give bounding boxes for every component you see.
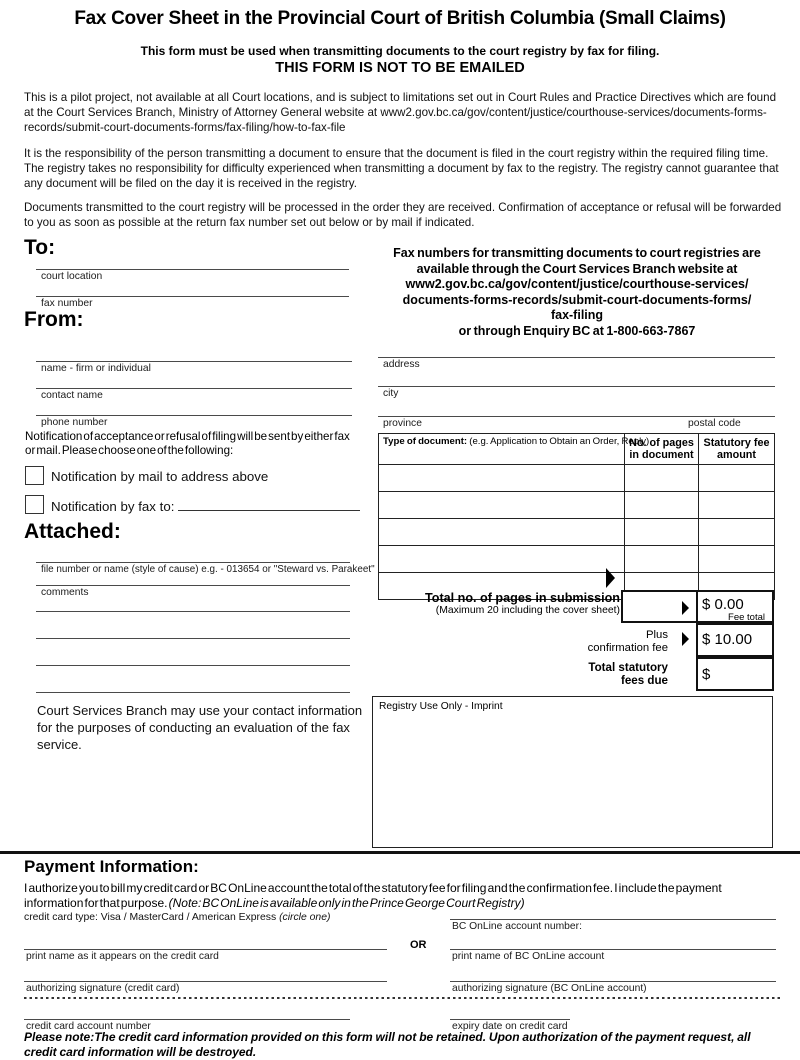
comments-label: comments (41, 587, 89, 598)
form-usage-subtitle: This form must be used when transmitting documents to the court registry by fax for filing. (140, 44, 660, 58)
pages-cell[interactable] (625, 519, 699, 545)
address-label: address (383, 359, 420, 370)
notify-fax-option (51, 498, 360, 514)
city-field[interactable] (378, 370, 775, 399)
file-number-line[interactable] (36, 546, 350, 563)
notify-mail-label: Notification by mail to address above (51, 469, 269, 484)
total-due-box[interactable] (696, 657, 774, 691)
credit-card-retention-note: Please note:The credit card information provided on this form will not be retained. Upon authorization of the payment request, all credit card information will be destroyed. (24, 1030, 751, 1059)
evaluation-notice: Court Services Branch may use your contact information for the purposes of conducting an evaluation of the fax service. (37, 703, 363, 752)
total-due-label: Total statutory fees due (588, 661, 668, 687)
cc-signature-label: authorizing signature (credit card) (26, 983, 180, 994)
bconline-print-name-field[interactable] (450, 933, 776, 962)
cc-signature-field[interactable] (24, 965, 387, 994)
cc-account-number-label: credit card account number (26, 1021, 151, 1032)
confirmation-fee-box (696, 623, 774, 657)
bconline-signature-line[interactable] (450, 965, 776, 982)
pages-cell[interactable] (625, 492, 699, 518)
fee-cell[interactable] (699, 546, 774, 572)
fax-info-line: or through Enquiry BC at 1-800-663-7867 (458, 323, 696, 338)
cc-expiry-field[interactable] (450, 1003, 570, 1032)
page-title: Fax Cover Sheet in the Provincial Court of British Columbia (Small Claims) (74, 8, 726, 29)
notify-fax-number-field[interactable] (178, 498, 360, 511)
fee-cell[interactable] (699, 492, 774, 518)
document-type-cell[interactable] (379, 465, 625, 491)
document-type-cell[interactable] (379, 546, 625, 572)
fax-info-line: Fax numbers for transmitting documents to court registries are (393, 246, 761, 260)
row-pointer-icon (606, 568, 615, 588)
court-location-label: court location (41, 271, 103, 282)
confirmation-fee-label: Plus confirmation fee (587, 629, 668, 654)
bconline-account-line[interactable] (450, 903, 776, 920)
fax-info-line: available through the Court Services Branch website at (416, 261, 738, 276)
fax-number-line[interactable] (36, 280, 349, 297)
attached-heading: Attached: (24, 520, 121, 543)
credit-card-type-label[interactable]: credit card type: Visa / MasterCard / American Express (circle one) (24, 912, 331, 923)
phone-number-line[interactable] (36, 399, 352, 416)
fee-cell[interactable] (699, 519, 774, 545)
fee-arrow-icon (682, 601, 689, 615)
notify-fax-checkbox[interactable] (25, 495, 44, 514)
cc-print-name-line[interactable] (24, 933, 387, 950)
comments-extra-line[interactable] (36, 611, 350, 612)
comments-extra-line[interactable] (36, 665, 350, 666)
city-line[interactable] (378, 370, 775, 387)
document-row (379, 545, 774, 572)
court-location-field[interactable] (36, 253, 349, 282)
comments-field[interactable] (36, 569, 350, 598)
bconline-account-label: BC OnLine account number: (452, 921, 582, 932)
contact-name-line[interactable] (36, 372, 352, 389)
intro-paragraph-responsibility: It is the responsibility of the person transmitting a document to ensure that the document is filed in the court registry within the required filing time. The registry takes no responsibility for difficulty experienced when transmitting a document by fax to the registry. The registry cannot guarantee that any document will be filed on the day it is received in the registry. (24, 147, 779, 190)
intro-paragraph-processing: Documents transmitted to the court registry will be processed in the order they are received. Confirmation of acceptance or refusal will be forwarded to you as soon as possible at the return fax number set out below or by mail if indicated. (24, 201, 782, 229)
file-number-label: file number or name (style of cause) e.g. - 013654 or "Steward vs. Parakeet" (41, 564, 375, 575)
payment-authorization-text: I authorize you to bill my credit card or BC OnLine account the total of the statutory fee for filing and the confirmation fee. I include the payment information for that purpose. (Note: BC OnLine is available only in the Prince George Court Registry) (24, 881, 722, 910)
comments-extra-line[interactable] (36, 692, 350, 693)
province-label: province (383, 418, 422, 429)
cc-expiry-label: expiry date on credit card (452, 1021, 568, 1032)
comments-line[interactable] (36, 569, 350, 586)
fee-header: Statutory fee amount (703, 437, 770, 461)
name-field[interactable] (36, 345, 352, 374)
total-pages-label: Total no. of pages in submission (425, 591, 620, 605)
fax-number-label: fax number (41, 298, 93, 309)
document-type-cell[interactable] (379, 492, 625, 518)
cc-print-name-field[interactable] (24, 933, 387, 962)
dotted-separator (24, 997, 782, 999)
cc-account-number-line[interactable] (24, 1003, 350, 1020)
postal-code-label: postal code (688, 418, 741, 429)
fax-numbers-info (378, 246, 776, 339)
fee-total-box (696, 590, 774, 623)
contact-name-label: contact name (41, 390, 103, 401)
comments-extra-line[interactable] (36, 638, 350, 639)
fax-info-line: www2.gov.bc.ca/gov/content/justice/courthouse-services/ (405, 277, 749, 291)
total-pages-label-block (420, 592, 620, 616)
registry-imprint-box (372, 696, 773, 848)
fee-cell[interactable] (699, 465, 774, 491)
province-postal-field[interactable] (378, 400, 775, 429)
total-pages-box[interactable] (621, 590, 698, 623)
notify-fax-label: Notification by fax to: (51, 499, 175, 514)
document-table-header (379, 434, 774, 464)
document-row (379, 464, 774, 491)
bconline-signature-label: authorizing signature (BC OnLine account) (452, 983, 647, 994)
or-separator: OR (410, 939, 427, 951)
name-label: name - firm or individual (41, 363, 151, 374)
address-line[interactable] (378, 341, 775, 358)
fax-info-line: documents-forms-records/submit-court-documents-forms/ (402, 292, 752, 307)
pages-header: No. of pages in document (625, 434, 699, 464)
fax-number-field[interactable] (36, 280, 349, 309)
section-divider (0, 851, 800, 854)
court-location-line[interactable] (36, 253, 349, 270)
document-row (379, 518, 774, 545)
fee-total-caption: Fee total (728, 612, 765, 623)
document-type-cell[interactable] (379, 519, 625, 545)
phone-number-label: phone number (41, 417, 108, 428)
bconline-account-field[interactable] (450, 903, 776, 932)
intro-paragraph-pilot: This is a pilot project, not available at all Court locations, and is subject to limitations set out in Court Rules and Practice Directives which are found at the Court Services Branch, Ministry of Attorney General website at www2.gov.bc.ca/gov/content/justice/courthouse-services/documents-forms-records/submit-court-documents-forms/fax-filing/how-to-fax-file (24, 91, 777, 134)
total-pages-note: (Maximum 20 including the cover sheet) (435, 605, 620, 616)
cc-print-name-label: print name as it appears on the credit card (26, 951, 219, 962)
pages-cell[interactable] (625, 546, 699, 572)
address-field[interactable] (378, 341, 775, 370)
payment-heading: Payment Information: (24, 857, 199, 876)
document-row (379, 491, 774, 518)
bconline-print-name-line[interactable] (450, 933, 776, 950)
total-due-value: $ (702, 666, 711, 683)
to-heading: To: (24, 236, 56, 259)
city-label: city (383, 388, 399, 399)
fee-total-value: $ 0.00 (702, 596, 744, 613)
phone-number-field[interactable] (36, 399, 352, 428)
name-line[interactable] (36, 345, 352, 362)
type-of-document-header: Type of document: (e.g. Application to Obtain an Order, Reply) (379, 434, 625, 464)
document-table (378, 433, 775, 600)
bconline-print-name-label: print name of BC OnLine account (452, 951, 605, 962)
no-email-warning: THIS FORM IS NOT TO BE EMAILED (275, 60, 525, 76)
cc-signature-line[interactable] (24, 965, 387, 982)
confirmation-fee-value: $ 10.00 (702, 631, 753, 648)
contact-name-field[interactable] (36, 372, 352, 401)
bconline-note: (Note: BC OnLine is available only in the Prince George Court Registry) (168, 896, 525, 910)
notification-instructions: Notification of acceptance or refusal of filing will be sent by either fax or mail. Please choose one of the following: (25, 430, 350, 457)
pages-cell[interactable] (625, 465, 699, 491)
fax-info-line: fax-filing (550, 308, 604, 322)
province-line[interactable] (378, 400, 775, 417)
fee-arrow-icon (682, 632, 689, 646)
notify-mail-checkbox[interactable] (25, 466, 44, 485)
from-heading: From: (24, 308, 84, 331)
bconline-signature-field[interactable] (450, 965, 776, 994)
cc-account-number-field[interactable] (24, 1003, 350, 1032)
cc-expiry-line[interactable] (450, 1003, 570, 1020)
registry-imprint-label: Registry Use Only - Imprint (379, 701, 503, 712)
